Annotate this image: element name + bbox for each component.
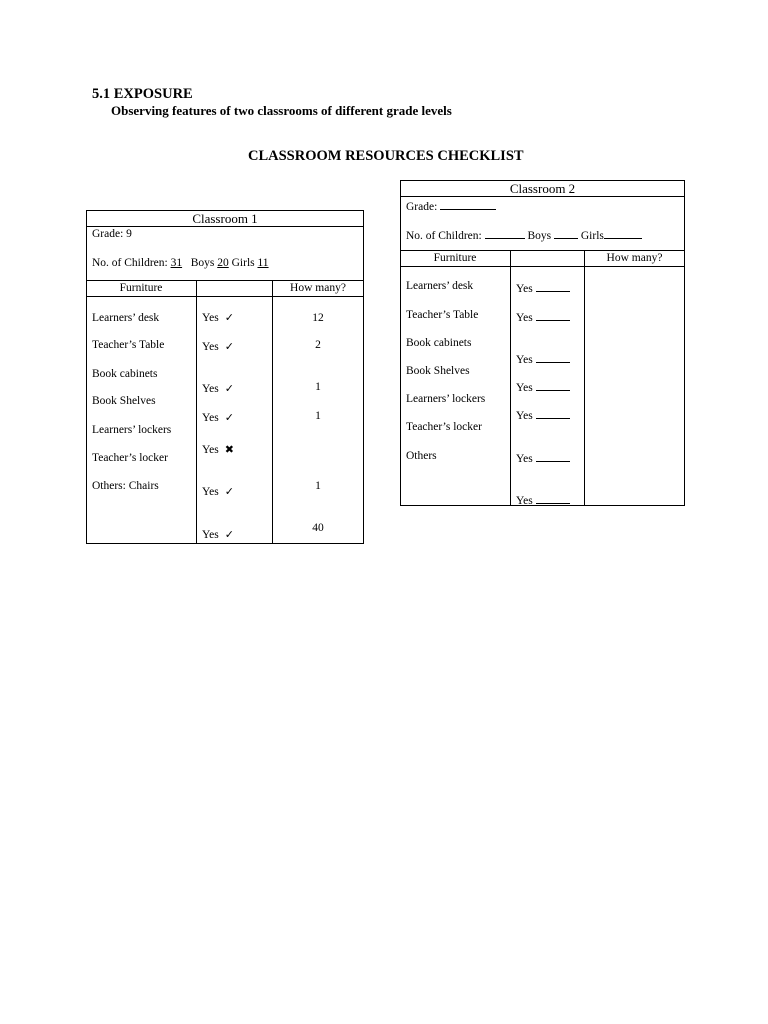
classroom-2-children: No. of Children: Boys Girls [406,227,642,243]
boys-blank [554,227,578,239]
classroom-1-children: No. of Children: 31 Boys 20 Girls 11 [92,257,269,269]
furniture-item: Teacher’s Table [92,339,165,351]
answer-yes-blank: Yes [516,280,570,296]
column-header-how-many: How many? [606,252,663,264]
answer-yes: Yes ✓ [202,311,234,324]
table-rule [86,296,364,297]
furniture-item: Teacher’s Table [406,309,479,321]
count-value: 2 [315,339,321,351]
answer-yes-blank: Yes [516,450,570,466]
table-rule [86,226,364,227]
check-icon: ✓ [224,340,234,353]
count-value: 1 [315,410,321,422]
girls-blank [604,227,642,239]
column-divider [196,280,197,544]
furniture-item: Others [406,450,437,462]
count-value: 12 [312,312,324,324]
section-subheading: Observing features of two classrooms of different grade levels [111,103,452,118]
column-header-how-many: How many? [290,282,346,294]
furniture-item: Book Shelves [406,365,470,377]
table-rule [400,266,685,267]
count-value: 1 [315,480,321,492]
column-divider [510,250,511,506]
column-header-furniture: Furniture [119,282,163,294]
furniture-item: Book cabinets [406,337,472,349]
check-icon: ✓ [224,382,234,395]
answer-yes: Yes ✖ [202,443,234,456]
furniture-item: Learners’ lockers [92,424,172,436]
answer-yes-blank: Yes [516,351,570,367]
table-rule [400,196,685,197]
answer-blank [536,407,570,419]
answer-blank [536,450,570,462]
answer-yes: Yes ✓ [202,340,234,353]
furniture-item: Learners’ desk [92,312,160,324]
check-icon: ✓ [224,528,234,541]
answer-blank [536,280,570,292]
classroom-1-grade: Grade: 9 [92,228,132,240]
furniture-item: Book cabinets [92,368,158,380]
answer-yes-blank: Yes [516,407,570,423]
cross-icon: ✖ [224,443,234,456]
table-rule [400,250,685,251]
furniture-item: Learners’ desk [406,280,474,292]
furniture-item: Teacher’s locker [92,452,168,464]
classroom-2-grade: Grade: [406,198,496,214]
answer-blank [536,351,570,363]
furniture-item: Book Shelves [92,395,156,407]
children-blank [485,227,525,239]
answer-blank [536,379,570,391]
answer-blank [536,492,570,504]
checklist-title: CLASSROOM RESOURCES CHECKLIST [248,148,524,164]
answer-yes: Yes ✓ [202,485,234,498]
column-header-furniture: Furniture [433,252,477,264]
answer-yes: Yes ✓ [202,411,234,424]
answer-blank [536,309,570,321]
check-icon: ✓ [224,485,234,498]
furniture-item: Others: Chairs [92,480,159,492]
classroom-1-name: Classroom 1 [192,211,258,226]
answer-yes-blank: Yes [516,492,570,508]
section-heading: 5.1 EXPOSURE [92,86,193,102]
furniture-item: Learners’ lockers [406,393,486,405]
answer-yes: Yes ✓ [202,528,234,541]
furniture-item: Teacher’s locker [406,421,482,433]
count-value: 1 [315,381,321,393]
answer-yes-blank: Yes [516,309,570,325]
check-icon: ✓ [224,411,234,424]
classroom-2-name: Classroom 2 [509,181,576,196]
table-rule [86,280,364,281]
answer-yes-blank: Yes [516,379,570,395]
column-divider [584,250,585,506]
count-value: 40 [312,522,324,534]
grade-blank [440,198,496,210]
answer-yes: Yes ✓ [202,382,234,395]
check-icon: ✓ [224,311,234,324]
